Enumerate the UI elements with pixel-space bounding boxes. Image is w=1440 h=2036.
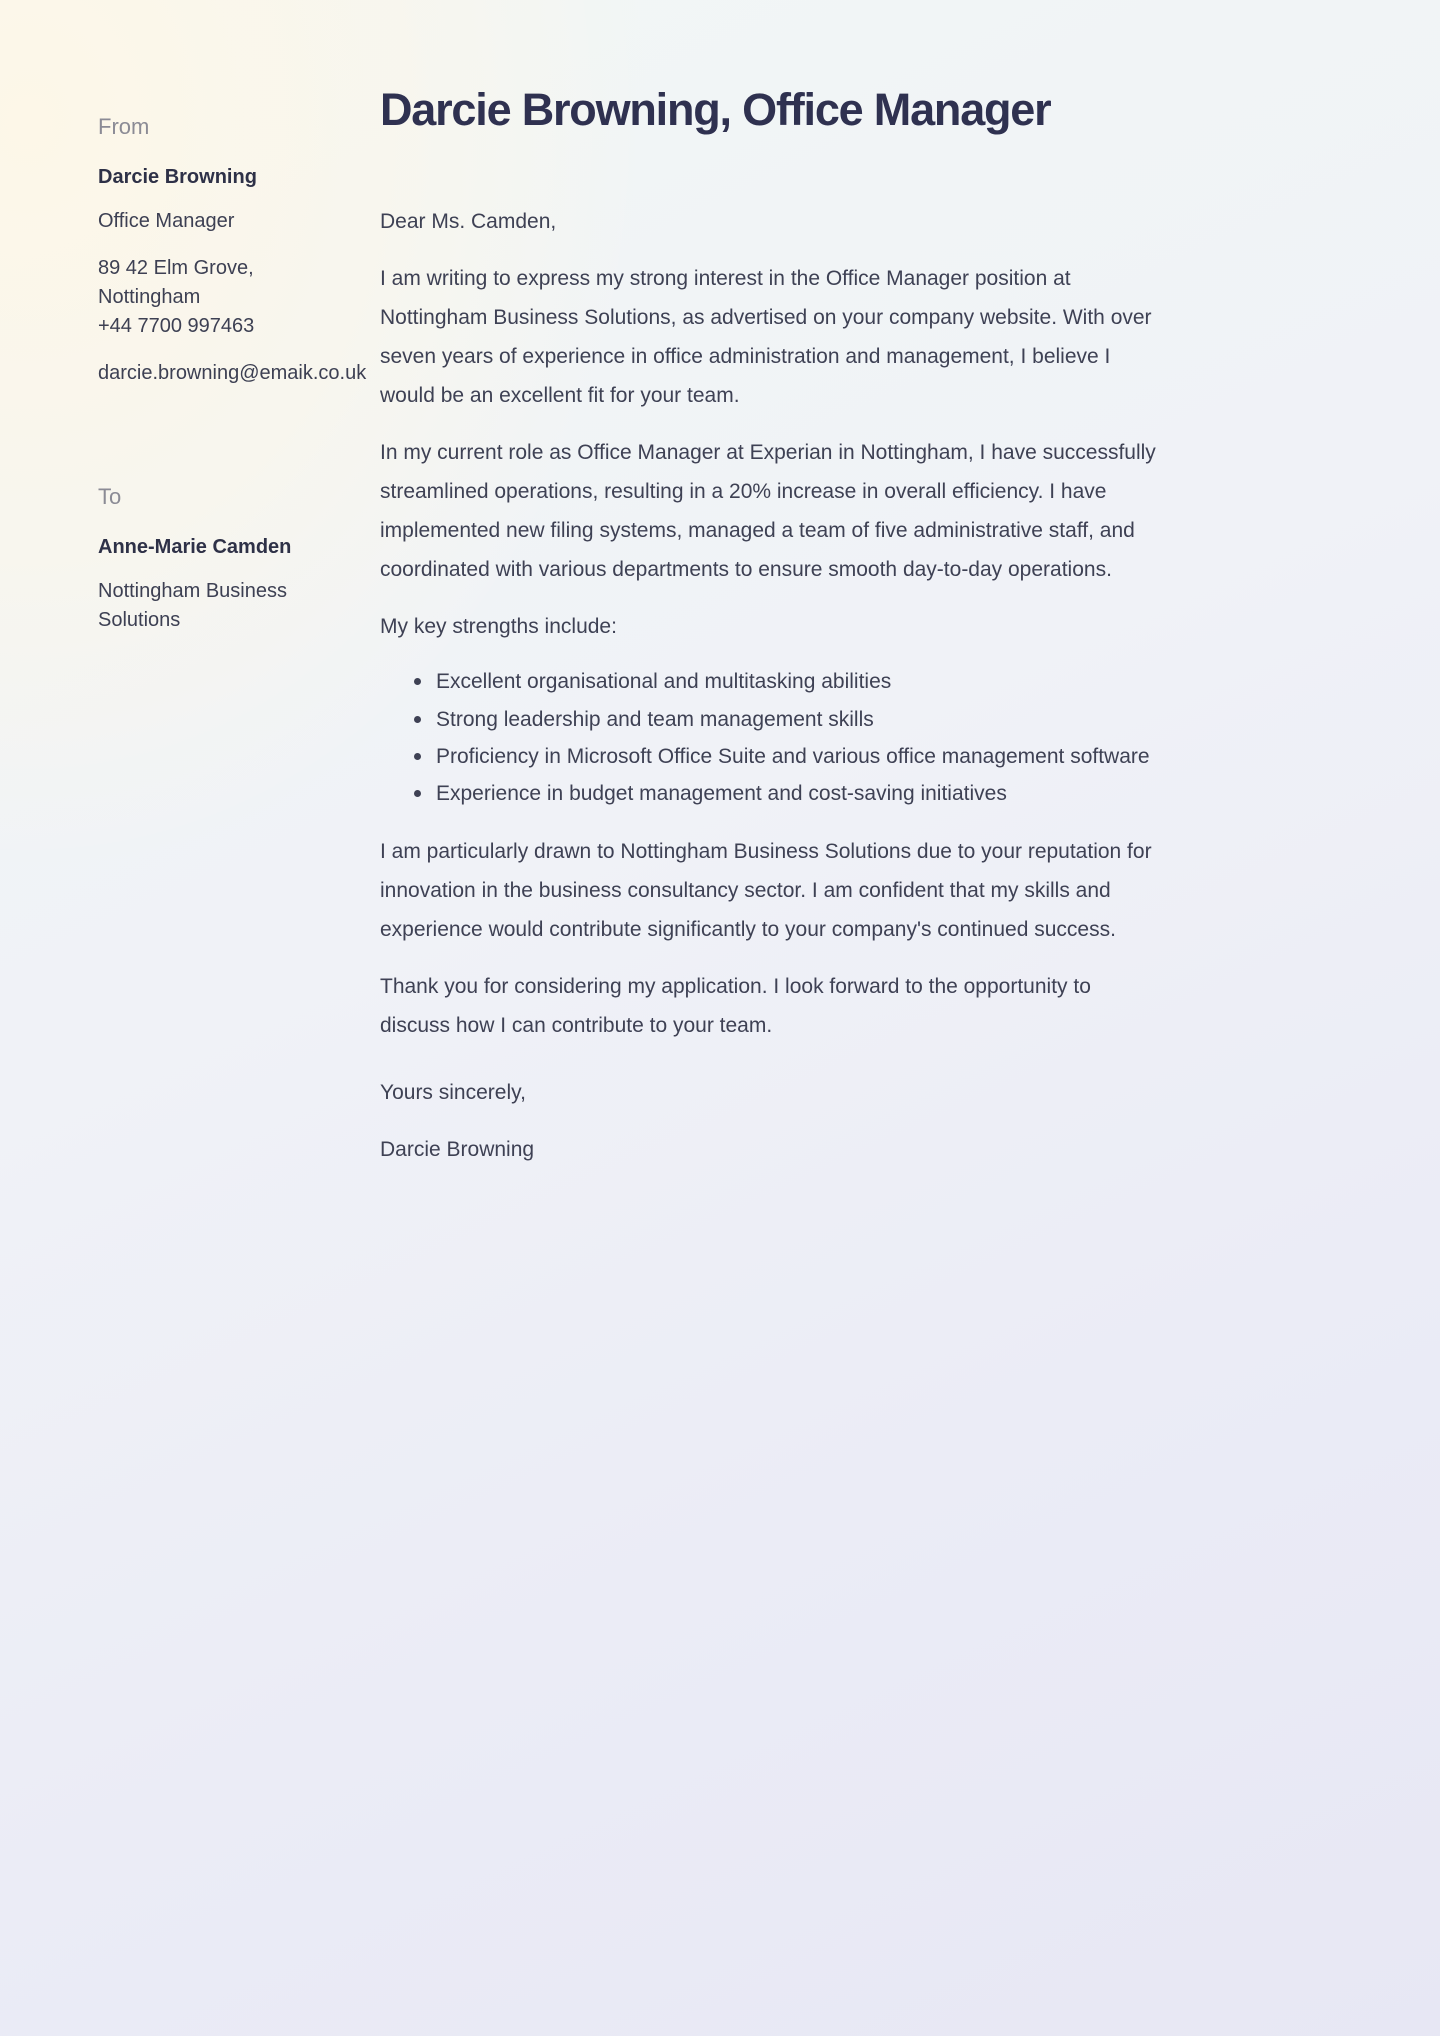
to-label: To (98, 484, 122, 509)
recipient-company: Nottingham Business Solutions (98, 580, 287, 631)
from-label: From (98, 114, 150, 139)
sender-job-title: Office Manager (98, 210, 235, 232)
letter-heading: Darcie Browning, Office Manager (380, 84, 1051, 135)
paragraph: I am particularly drawn to Nottingham Business Solutions due to your reputation for innovation in the business consultancy sector. I am confident that my skills and experience would contribute significantly to your company's continued success. (380, 839, 1152, 941)
sender-address: 89 42 Elm Grove, Nottingham (98, 257, 254, 308)
recipient-name: Anne-Marie Camden (98, 536, 292, 558)
contact-sidebar (0, 0, 380, 2036)
letter-body (380, 202, 1160, 1169)
signature-name: Darcie Browning (380, 1137, 535, 1161)
letter-main-column (380, 0, 1240, 2036)
to-section (98, 484, 350, 635)
sign-off: Yours sincerely, (380, 1080, 526, 1104)
sender-name: Darcie Browning (98, 166, 257, 188)
paragraph: In my current role as Office Manager at Experian in Nottingham, I have successfully streamlined operations, resulting in a 20% increase in overall efficiency. I have implemented new filing systems, managed a team of five administrative staff, and coordinated with various departments to ensure smooth day-to-day operations. (380, 441, 1156, 582)
strengths-list (380, 664, 1160, 811)
strengths-intro: My key strengths include: (380, 615, 617, 639)
from-section (98, 114, 367, 388)
paragraph: Thank you for considering my application. I look forward to the opportunity to discuss how I can contribute to your team. (380, 974, 1091, 1037)
salutation: Dear Ms. Camden, (380, 210, 557, 233)
strength-item: Experience in budget management and cost-saving initiatives (436, 776, 1160, 811)
sender-address-phone (98, 254, 350, 341)
sender-email: darcie.browning@emaik.co.uk (98, 362, 367, 384)
strength-item: Strong leadership and team management skills (436, 702, 1160, 737)
sender-phone: +44 7700 997463 (98, 315, 255, 337)
strength-item: Excellent organisational and multitasking abilities (436, 664, 1160, 699)
strength-item: Proficiency in Microsoft Office Suite and various office management software (436, 739, 1160, 774)
paragraph: I am writing to express my strong interest in the Office Manager position at Nottingham Business Solutions, as advertised on your company website. With over seven years of experience in office administration and management, I believe I would be an excellent fit for your team. (380, 267, 1152, 408)
